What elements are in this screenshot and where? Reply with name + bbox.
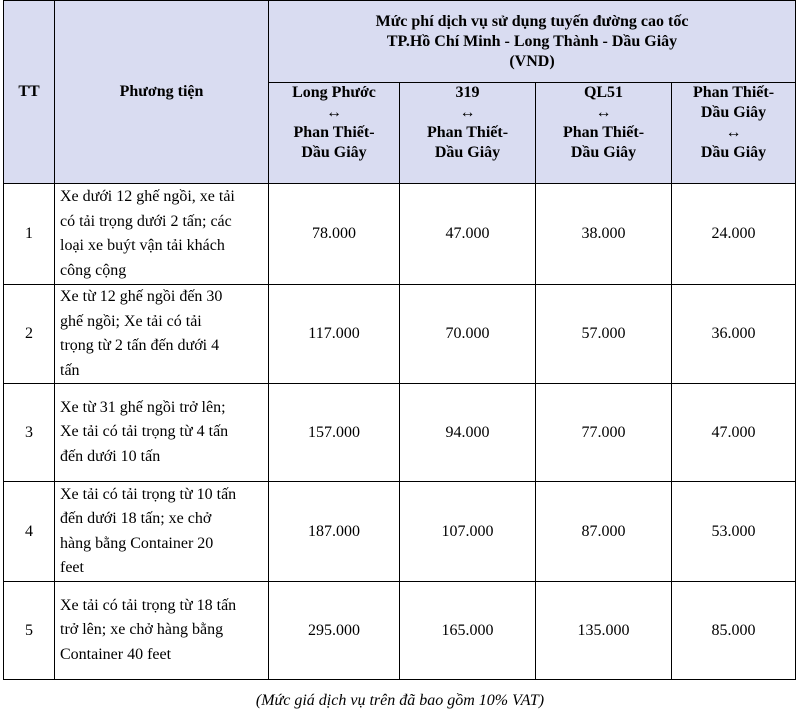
vehicle-description: [55, 285, 269, 384]
route-label: Dầu Giây: [434, 144, 501, 161]
price-cell: 70.000: [400, 285, 536, 384]
route-label: Long Phước: [292, 84, 376, 101]
route-label: Dầu Giây: [301, 144, 367, 161]
price-cell: 85.000: [672, 582, 796, 680]
vehicle-description: [55, 384, 269, 482]
header-route-4: [672, 83, 796, 184]
vehicle-line: đến dưới 18 tấn; xe chở: [60, 510, 212, 527]
toll-fee-table: [3, 0, 796, 680]
row-number: 4: [4, 482, 55, 582]
row-number: 1: [4, 184, 55, 285]
route-label: Phan Thiết-: [692, 84, 775, 101]
vehicle-line: hàng bằng Container 20: [60, 534, 214, 552]
vehicle-line: Container 40 feet: [60, 645, 172, 663]
vehicle-line: Xe tải có tải trọng từ 4 tấn: [60, 423, 229, 441]
route-label: Phan Thiết-: [293, 124, 375, 141]
route-label: Phan Thiết-: [562, 124, 645, 141]
table-row: [4, 384, 796, 482]
vehicle-line: trọng từ 2 tấn đến dưới 4: [60, 337, 220, 354]
header-title-line: Mức phí dịch vụ sử dụng tuyến đường cao tốc: [375, 12, 689, 30]
route-label: Phan Thiết-: [426, 124, 509, 141]
vehicle-line: feet: [60, 559, 84, 576]
price-cell: 57.000: [536, 285, 672, 384]
price-cell: 77.000: [536, 384, 672, 482]
header-route-1: [269, 83, 400, 184]
row-number: 3: [4, 384, 55, 482]
vehicle-line: Xe dưới 12 ghế ngồi, xe tải: [60, 188, 235, 205]
vehicle-description: [55, 582, 269, 680]
table-row: [4, 184, 796, 285]
price-cell: 78.000: [269, 184, 400, 285]
vehicle-line: Xe tải có tải trọng từ 18 tấn: [60, 596, 237, 614]
route-label: 319: [455, 84, 480, 101]
route-arrow: ↔: [725, 124, 742, 141]
vehicle-line: Xe từ 31 ghế ngồi trở lên;: [60, 398, 226, 416]
route-arrow: ↔: [459, 104, 476, 121]
price-cell: 107.000: [400, 482, 536, 582]
route-label: Dầu Giây: [570, 144, 637, 161]
header-title-line: TP.Hồ Chí Minh - Long Thành - Dầu Giây: [386, 32, 678, 50]
price-cell: 47.000: [400, 184, 536, 285]
vehicle-line: trở lên; xe chở hàng bằng: [60, 621, 224, 639]
vehicle-line: đến dưới 10 tấn: [60, 447, 161, 465]
header-title-line: (VND): [509, 52, 555, 70]
header-tt: TT: [4, 1, 55, 184]
vehicle-line: ghế ngồi; Xe tải có tải: [60, 312, 202, 330]
price-cell: 87.000: [536, 482, 672, 582]
vehicle-line: có tải trọng dưới 2 tấn; các: [60, 212, 232, 230]
header-route-3: [536, 83, 672, 184]
price-cell: 187.000: [269, 482, 400, 582]
price-cell: 135.000: [536, 582, 672, 680]
price-cell: 165.000: [400, 582, 536, 680]
table-row: [4, 482, 796, 582]
price-cell: 53.000: [672, 482, 796, 582]
row-number: 2: [4, 285, 55, 384]
route-label: Dầu Giây: [700, 104, 767, 121]
vehicle-description: [55, 482, 269, 582]
price-cell: 38.000: [536, 184, 672, 285]
row-number: 5: [4, 582, 55, 680]
route-label: Dầu Giây: [700, 144, 767, 161]
price-cell: 295.000: [269, 582, 400, 680]
vehicle-line: loại xe buýt vận tải khách: [60, 237, 225, 254]
table-row: [4, 582, 796, 680]
table-row: [4, 285, 796, 384]
price-cell: 94.000: [400, 384, 536, 482]
header-route-2: [400, 83, 536, 184]
price-cell: 24.000: [672, 184, 796, 285]
header-vehicle: Phương tiện: [55, 1, 269, 184]
route-arrow: ↔: [326, 104, 342, 121]
price-cell: 117.000: [269, 285, 400, 384]
price-cell: 157.000: [269, 384, 400, 482]
vehicle-line: tấn: [60, 361, 80, 379]
route-label: QL51: [583, 84, 624, 101]
price-cell: 47.000: [672, 384, 796, 482]
vat-note: (Mức giá dịch vụ trên đã bao gồm 10% VAT): [255, 692, 545, 709]
price-cell: 36.000: [672, 285, 796, 384]
header-fee-title: [269, 1, 796, 83]
vehicle-line: Xe tải có tải trọng từ 10 tấn: [60, 485, 237, 503]
vehicle-description: [55, 184, 269, 285]
vehicle-line: Xe từ 12 ghế ngồi đến 30: [60, 288, 223, 305]
vehicle-line: công cộng: [60, 261, 127, 279]
route-arrow: ↔: [595, 104, 612, 121]
